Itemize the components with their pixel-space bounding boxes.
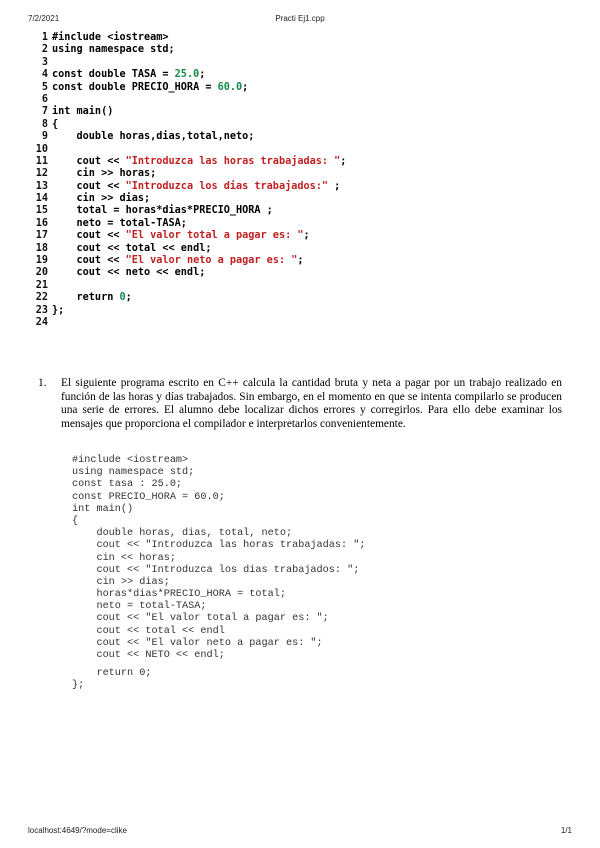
code-token: int main() xyxy=(52,106,114,118)
line-number: 1 xyxy=(41,32,48,43)
code-line xyxy=(30,267,346,279)
line-number: 11 xyxy=(35,155,48,167)
code-token: ; xyxy=(303,230,310,242)
code-line xyxy=(30,119,346,131)
code-token: const double PRECIO_HORA = xyxy=(52,81,218,93)
code-token: { xyxy=(52,118,59,130)
number-literal: 0 xyxy=(119,292,126,304)
code-token: cout << neto << endl; xyxy=(52,267,206,279)
code-token: neto = total-TASA; xyxy=(52,217,187,229)
question-code-line: cin >> dias; xyxy=(72,576,170,588)
line-number: 20 xyxy=(35,267,48,279)
question-code-line: cout << "Introduzca los dias trabajados: "; xyxy=(72,564,360,576)
code-line xyxy=(30,292,346,304)
line-number: 24 xyxy=(35,316,48,328)
code-token: cout << xyxy=(52,180,126,192)
question-code-line: return 0; xyxy=(72,668,152,680)
code-token: }; xyxy=(52,304,65,316)
exercise-question xyxy=(38,377,562,431)
code-line xyxy=(30,57,346,69)
line-number: 5 xyxy=(41,81,48,93)
line-number: 2 xyxy=(41,44,48,56)
code-token: ; xyxy=(340,155,347,167)
string-literal: "El valor neto a pagar es: " xyxy=(125,255,298,267)
code-line xyxy=(30,94,346,106)
code-line xyxy=(30,305,346,317)
question-code-line: double horas, dias, total, neto; xyxy=(72,528,293,540)
header-title: Practi Ej1.cpp xyxy=(275,14,325,23)
code-line xyxy=(30,131,346,143)
question-code-line: cout << "El valor total a pagar es: "; xyxy=(72,613,329,625)
line-number: 10 xyxy=(35,143,48,155)
question-number: 1. xyxy=(38,377,47,389)
number-literal: 25.0 xyxy=(174,69,200,81)
question-code-line: cout << NETO << endl; xyxy=(72,650,225,661)
code-token: ; xyxy=(199,69,206,81)
line-number: 12 xyxy=(35,168,48,180)
line-number: 7 xyxy=(41,106,48,118)
line-number: 6 xyxy=(41,93,48,105)
code-line xyxy=(30,230,346,242)
number-literal: 60.0 xyxy=(217,81,243,93)
question-code-line: cout << total << endl xyxy=(72,625,225,637)
code-token: double horas,dias,total,neto; xyxy=(52,131,255,143)
code-token: total = horas*dias*PRECIO_HORA ; xyxy=(52,205,273,217)
question-code-line: }; xyxy=(72,680,85,692)
code-token: cout << xyxy=(52,155,126,167)
question-code-line: horas*dias*PRECIO_HORA = total; xyxy=(72,589,286,601)
question-code-line: cout << "El valor neto a pagar es: "; xyxy=(72,637,323,649)
question-code-line: const PRECIO_HORA = 60.0; xyxy=(72,491,225,503)
code-token: cin >> dias; xyxy=(52,193,151,205)
string-literal: "El valor total a pagar es: " xyxy=(125,230,304,242)
question-code-line: const tasa : 25.0; xyxy=(72,479,183,491)
line-number: 19 xyxy=(35,255,48,267)
line-number: 15 xyxy=(35,205,48,217)
code-token: const double TASA = xyxy=(52,69,175,81)
line-number: 21 xyxy=(35,279,48,291)
code-line xyxy=(30,156,346,168)
code-line xyxy=(30,280,346,292)
code-line xyxy=(30,255,346,267)
header-date: 7/2/2021 xyxy=(28,14,60,23)
line-number: 9 xyxy=(41,131,48,143)
question-code-line: neto = total-TASA; xyxy=(72,601,207,613)
code-token: cout << xyxy=(52,230,126,242)
line-number: 3 xyxy=(41,56,48,68)
line-number: 8 xyxy=(41,118,48,130)
code-token: return xyxy=(52,292,120,304)
code-token: using namespace std; xyxy=(52,44,175,56)
question-text: El siguiente programa escrito en C++ calcula la cantidad bruta y neta a pagar por un trabajo realizado en función de las horas y días trabajados. Sin embargo, en el momento en que se intenta compilarlo se producen una serie de errores. El alumno debe localizar dichos errores y corregirlos. Para ello debe examinar los mensajes que proporciona el compilador e interpretarlos convenientemente. xyxy=(61,377,562,430)
question-code-line: using namespace std; xyxy=(72,467,195,479)
code-line xyxy=(30,193,346,205)
line-number: 14 xyxy=(35,193,48,205)
code-token: cin >> horas; xyxy=(52,168,157,180)
line-number: 16 xyxy=(35,217,48,229)
line-number: 18 xyxy=(35,242,48,254)
code-listing xyxy=(30,32,346,329)
code-token: ; xyxy=(328,180,341,192)
question-code-line: { xyxy=(72,515,79,527)
question-code-line: #include <iostream> xyxy=(72,455,189,466)
code-line xyxy=(30,82,346,94)
question-code-line: cout << "Introduzca las horas trabajadas: "; xyxy=(72,540,366,552)
code-token: cout << total << endl; xyxy=(52,242,212,254)
code-token: ; xyxy=(125,292,132,304)
code-line xyxy=(30,168,346,180)
question-code-block xyxy=(72,455,365,693)
code-line xyxy=(30,69,346,81)
string-literal: "Introduzca los dias trabajados:" xyxy=(125,180,329,192)
code-line xyxy=(30,218,346,230)
line-number: 17 xyxy=(35,230,48,242)
string-literal: "Introduzca las horas trabajadas: " xyxy=(125,155,341,167)
code-line xyxy=(30,32,346,44)
code-line xyxy=(30,144,346,156)
line-number: 13 xyxy=(35,180,48,192)
footer-page-number: 1/1 xyxy=(560,826,572,835)
code-line xyxy=(30,181,346,193)
code-token: ; xyxy=(242,81,249,93)
code-line xyxy=(30,317,346,329)
line-number: 4 xyxy=(41,69,48,81)
code-line xyxy=(30,44,346,56)
code-line xyxy=(30,205,346,217)
line-number: 23 xyxy=(35,304,48,316)
code-line xyxy=(30,106,346,118)
code-token: #include <iostream> xyxy=(52,32,169,43)
code-token: ; xyxy=(297,255,304,267)
code-token: cout << xyxy=(52,255,126,267)
question-code-line: cin << horas; xyxy=(72,552,176,564)
question-code-line: int main() xyxy=(72,503,134,515)
code-line xyxy=(30,243,346,255)
footer-url: localhost:4649/?mode=clike xyxy=(28,826,127,835)
line-number: 22 xyxy=(35,292,48,304)
